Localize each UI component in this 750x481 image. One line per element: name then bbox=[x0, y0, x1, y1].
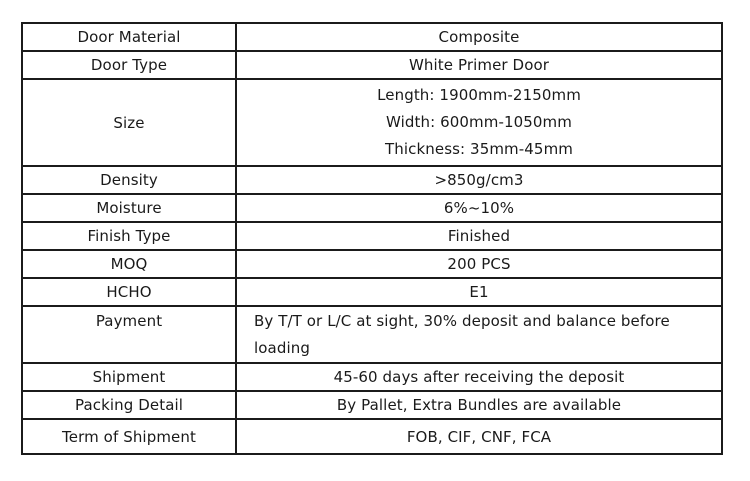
product-spec-table bbox=[21, 22, 723, 455]
row-label-finish-type: Finish Type bbox=[22, 222, 236, 250]
table-row-shipment bbox=[22, 363, 722, 391]
table-row-packing-detail bbox=[22, 391, 722, 419]
row-value-term-of-shipment: FOB, CIF, CNF, FCA bbox=[236, 419, 722, 454]
payment-line-1: By T/T or L/C at sight, 30% deposit and balance before bbox=[254, 312, 670, 330]
size-thickness-line: Thickness: 35mm-45mm bbox=[385, 140, 573, 158]
row-label-moq: MOQ bbox=[22, 250, 236, 278]
row-value-moq: 200 PCS bbox=[236, 250, 722, 278]
row-value-size bbox=[236, 79, 722, 166]
table-row-term-of-shipment bbox=[22, 419, 722, 454]
row-label-density: Density bbox=[22, 166, 236, 194]
row-value-hcho: E1 bbox=[236, 278, 722, 306]
table-row-size bbox=[22, 79, 722, 166]
table-row-hcho bbox=[22, 278, 722, 306]
row-label-moisture: Moisture bbox=[22, 194, 236, 222]
row-value-shipment: 45-60 days after receiving the deposit bbox=[236, 363, 722, 391]
row-label-size: Size bbox=[22, 79, 236, 166]
table-row-door-type bbox=[22, 51, 722, 79]
row-value-density: >850g/cm3 bbox=[236, 166, 722, 194]
row-label-door-type: Door Type bbox=[22, 51, 236, 79]
row-value-packing-detail: By Pallet, Extra Bundles are available bbox=[236, 391, 722, 419]
table-row-door-material bbox=[22, 23, 722, 51]
payment-line-2: loading bbox=[254, 339, 310, 357]
row-label-packing-detail: Packing Detail bbox=[22, 391, 236, 419]
row-label-door-material: Door Material bbox=[22, 23, 236, 51]
table-row-finish-type bbox=[22, 222, 722, 250]
row-label-payment: Payment bbox=[22, 306, 236, 363]
size-width-line: Width: 600mm-1050mm bbox=[386, 113, 572, 131]
size-length-line: Length: 1900mm-2150mm bbox=[377, 86, 581, 104]
row-value-moisture: 6%~10% bbox=[236, 194, 722, 222]
row-label-shipment: Shipment bbox=[22, 363, 236, 391]
row-label-term-of-shipment: Term of Shipment bbox=[22, 419, 236, 454]
table-row-payment bbox=[22, 306, 722, 363]
row-value-door-material: Composite bbox=[236, 23, 722, 51]
row-label-hcho: HCHO bbox=[22, 278, 236, 306]
row-value-finish-type: Finished bbox=[236, 222, 722, 250]
table-row-density bbox=[22, 166, 722, 194]
row-value-door-type: White Primer Door bbox=[236, 51, 722, 79]
row-value-payment bbox=[236, 306, 722, 363]
table-row-moq bbox=[22, 250, 722, 278]
table-row-moisture bbox=[22, 194, 722, 222]
